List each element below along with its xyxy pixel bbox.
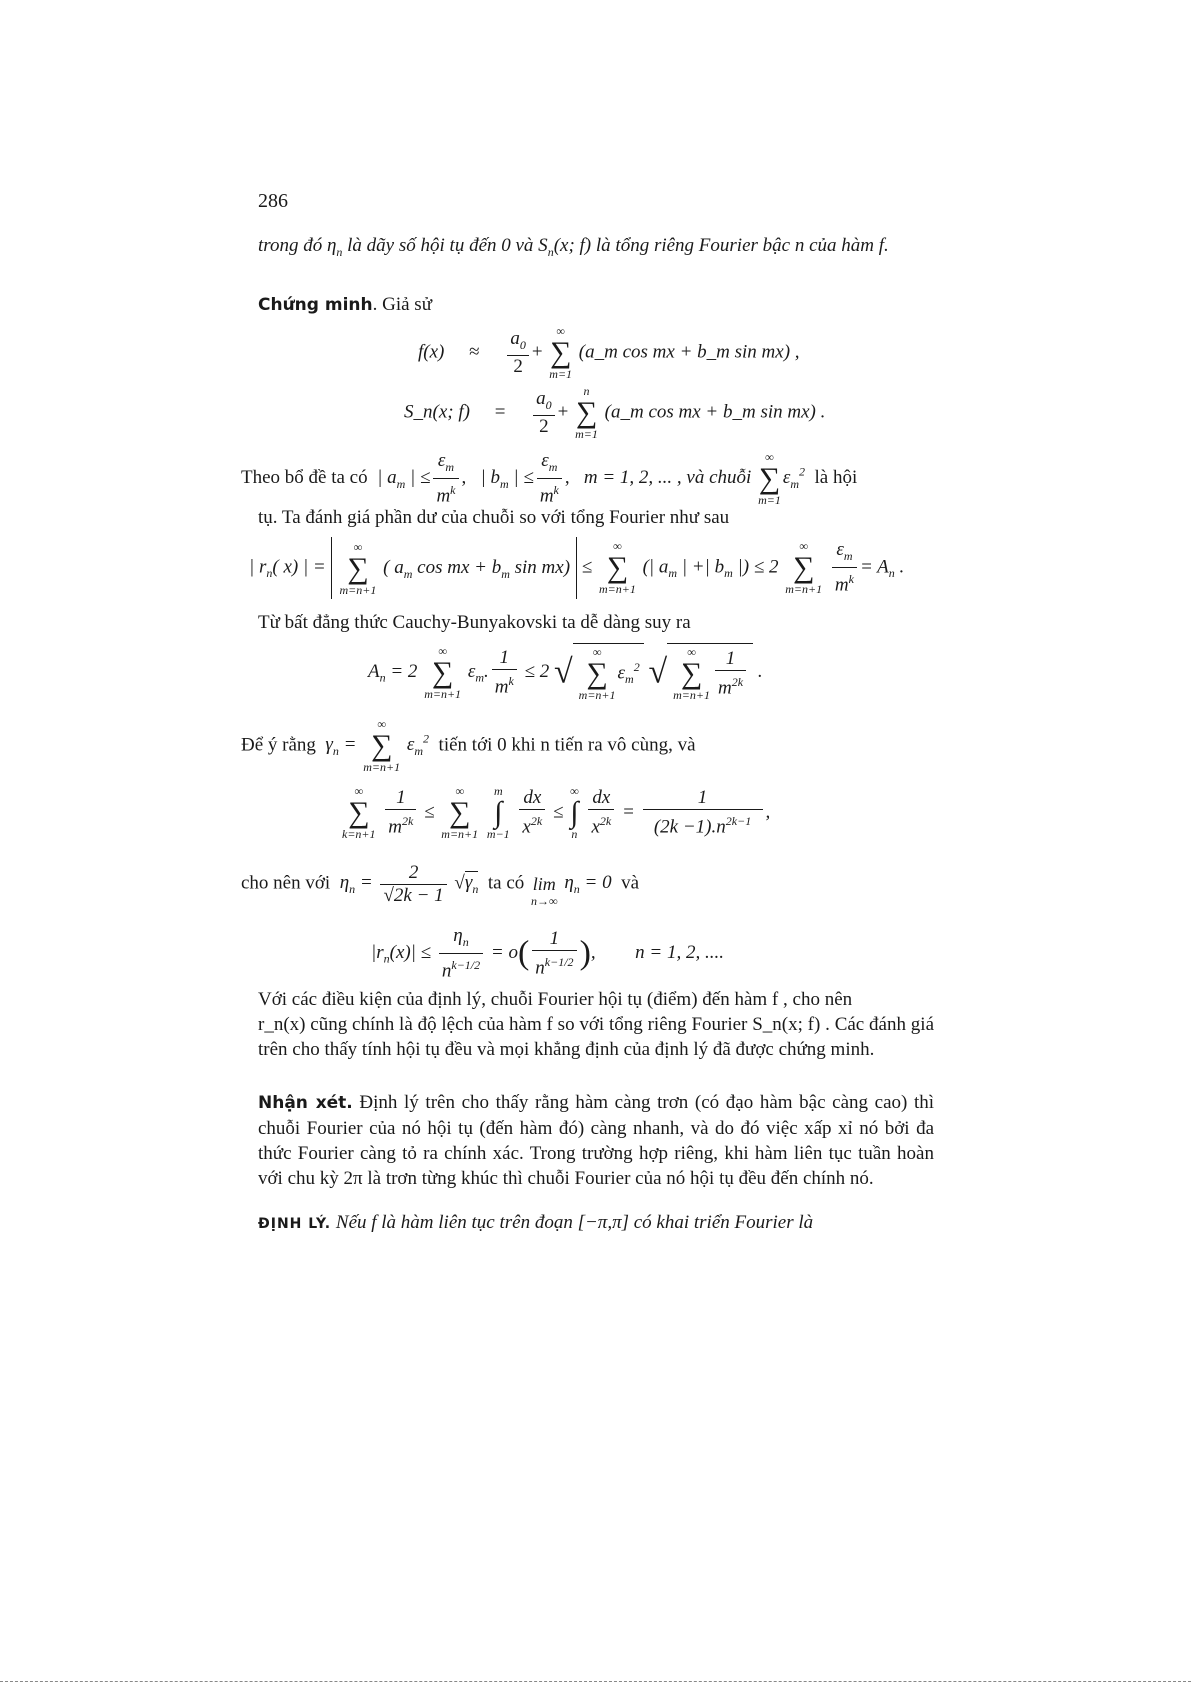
equation-partial-sum: S_n(x; f) = $\frac{a_0}{2}$ + n ∑ m=1 (a_m cos mx + b_m sin mx) . bbox=[404, 384, 826, 441]
cauchy-intro: Từ bất đẳng thức Cauchy-Bunyakovski ta dễ dàng suy ra bbox=[258, 612, 691, 633]
remainder-intro: tụ. Ta đánh giá phần dư của chuỗi so với tổng Fourier như sau bbox=[258, 507, 730, 528]
bottom-divider bbox=[0, 1681, 1191, 1682]
lemma-line: Theo bổ đề ta có | $a_m$ | ≤ $\frac{\varepsilon_m}{m^k}$ , | $b_m$ | ≤ $\frac{\varepsilon_m}{m^k}$ , m = 1, 2, ... , và chuỗi ∞ ∑ m=1 $\varepsilon_m^2$ là hội bbox=[241, 449, 858, 507]
proof-heading: Chứng minh bbox=[258, 295, 373, 315]
theorem-heading: ĐỊNH LÝ. bbox=[258, 1216, 332, 1232]
page-number: 286 bbox=[258, 190, 288, 212]
remark-heading: Nhận xét. bbox=[258, 1093, 353, 1113]
equation-remainder-estimate: | $r_n$( x) | = ∞ ∑ m=n+1 ( $a_m$ cos mx + $b_m$ sin mx) ≤ ∞ ∑ m=n+1 (| $a_m$ | +| $b_m$ |) ≤ 2 ∞ ∑ m=n+1 $\frac{\varepsilon_m}{m^k}$ = $A_n$ . bbox=[249, 537, 904, 599]
conclusion-paragraph: Với các điều kiện của định lý, chuỗi Fourier hội tụ (điểm) đến hàm f , cho nên r_n(x) cũng chính là độ lệch của hàm f so với tổng riêng Fourier S_n(x; f) . Các đánh giá trên cho thấy tính hội tụ đều và mọi khẳng định của định lý đã được chứng minh. bbox=[258, 989, 934, 1060]
intro-paragraph: trong đó $\eta_n$ là dãy số hội tụ đến 0 và $S_n(x$; f) là tổng riêng Fourier bậc n của hàm f. bbox=[258, 235, 889, 259]
theorem-paragraph: ĐỊNH LÝ. Nếu f là hàm liên tục trên đoạn [−π,π] có khai triển Fourier là bbox=[258, 1212, 814, 1233]
equation-rn-bound: $|r_n(x)|$ ≤ $\frac{\eta_n}{n^{k-1/2}}$ = o( $\frac{1}{n^{k-1/2}}$ ), n = 1, 2, .... bbox=[371, 925, 724, 982]
equation-an-bound: $A_n = 2$ ∞ ∑ m=n+1 $\varepsilon_m$. $\frac{1}{m^k}$ ≤ 2 √ ∞ ∑ m=n+1 $\varepsilon_m^2$ √ ∞ ∑ m=n+1 $\frac{1}{m^{2k}}$ . bbox=[368, 643, 763, 702]
equation-integral-comparison: ∞ ∑ k=n+1 $\frac{1}{m^{2k}}$ ≤ ∞ ∑ m=n+1 m ∫ m−1 $\frac{dx}{x^{2k}}$ ≤ ∞ ∫ n $\frac{dx}{x^{2k}}$ = $\frac{1}{(2k -1).n^{2k-1}}$ , bbox=[342, 784, 771, 841]
remark-paragraph: Nhận xét. Định lý trên cho thấy rằng hàm càng trơn (có đạo hàm bậc càng cao) thì chuỗi Fourier của nó hội tụ (đến hàm đó) càng nhanh, và do đó việc xấp xỉ nó bởi đa thức Fourier càng tỏ ra chính xác. Trong trường hợp riêng, khi hàm liên tục tuần hoàn với chu kỳ 2π là trơn từng khúc thì chuỗi Fourier của nó hội tụ đều đến chính nó. bbox=[258, 1092, 935, 1189]
proof-heading-line: Chứng minh. Giả sử bbox=[258, 294, 432, 315]
eta-line: cho nên với $\eta_n$ = $\frac{2}{√2k - 1}$ $√\gamma_n$ ta có lim n→∞ $\eta_n = 0$ và bbox=[241, 861, 640, 908]
gamma-line: Để ý rằng $\gamma_n$ = ∞ ∑ m=n+1 $\varepsilon_m^2$ tiến tới 0 khi n tiến ra vô cùng, và bbox=[241, 717, 696, 774]
equation-fourier-series: f(x) ≈ $\frac{a_0}{2}$ + ∞ ∑ m=1 (a_m cos mx + b_m sin mx) , bbox=[418, 324, 800, 381]
